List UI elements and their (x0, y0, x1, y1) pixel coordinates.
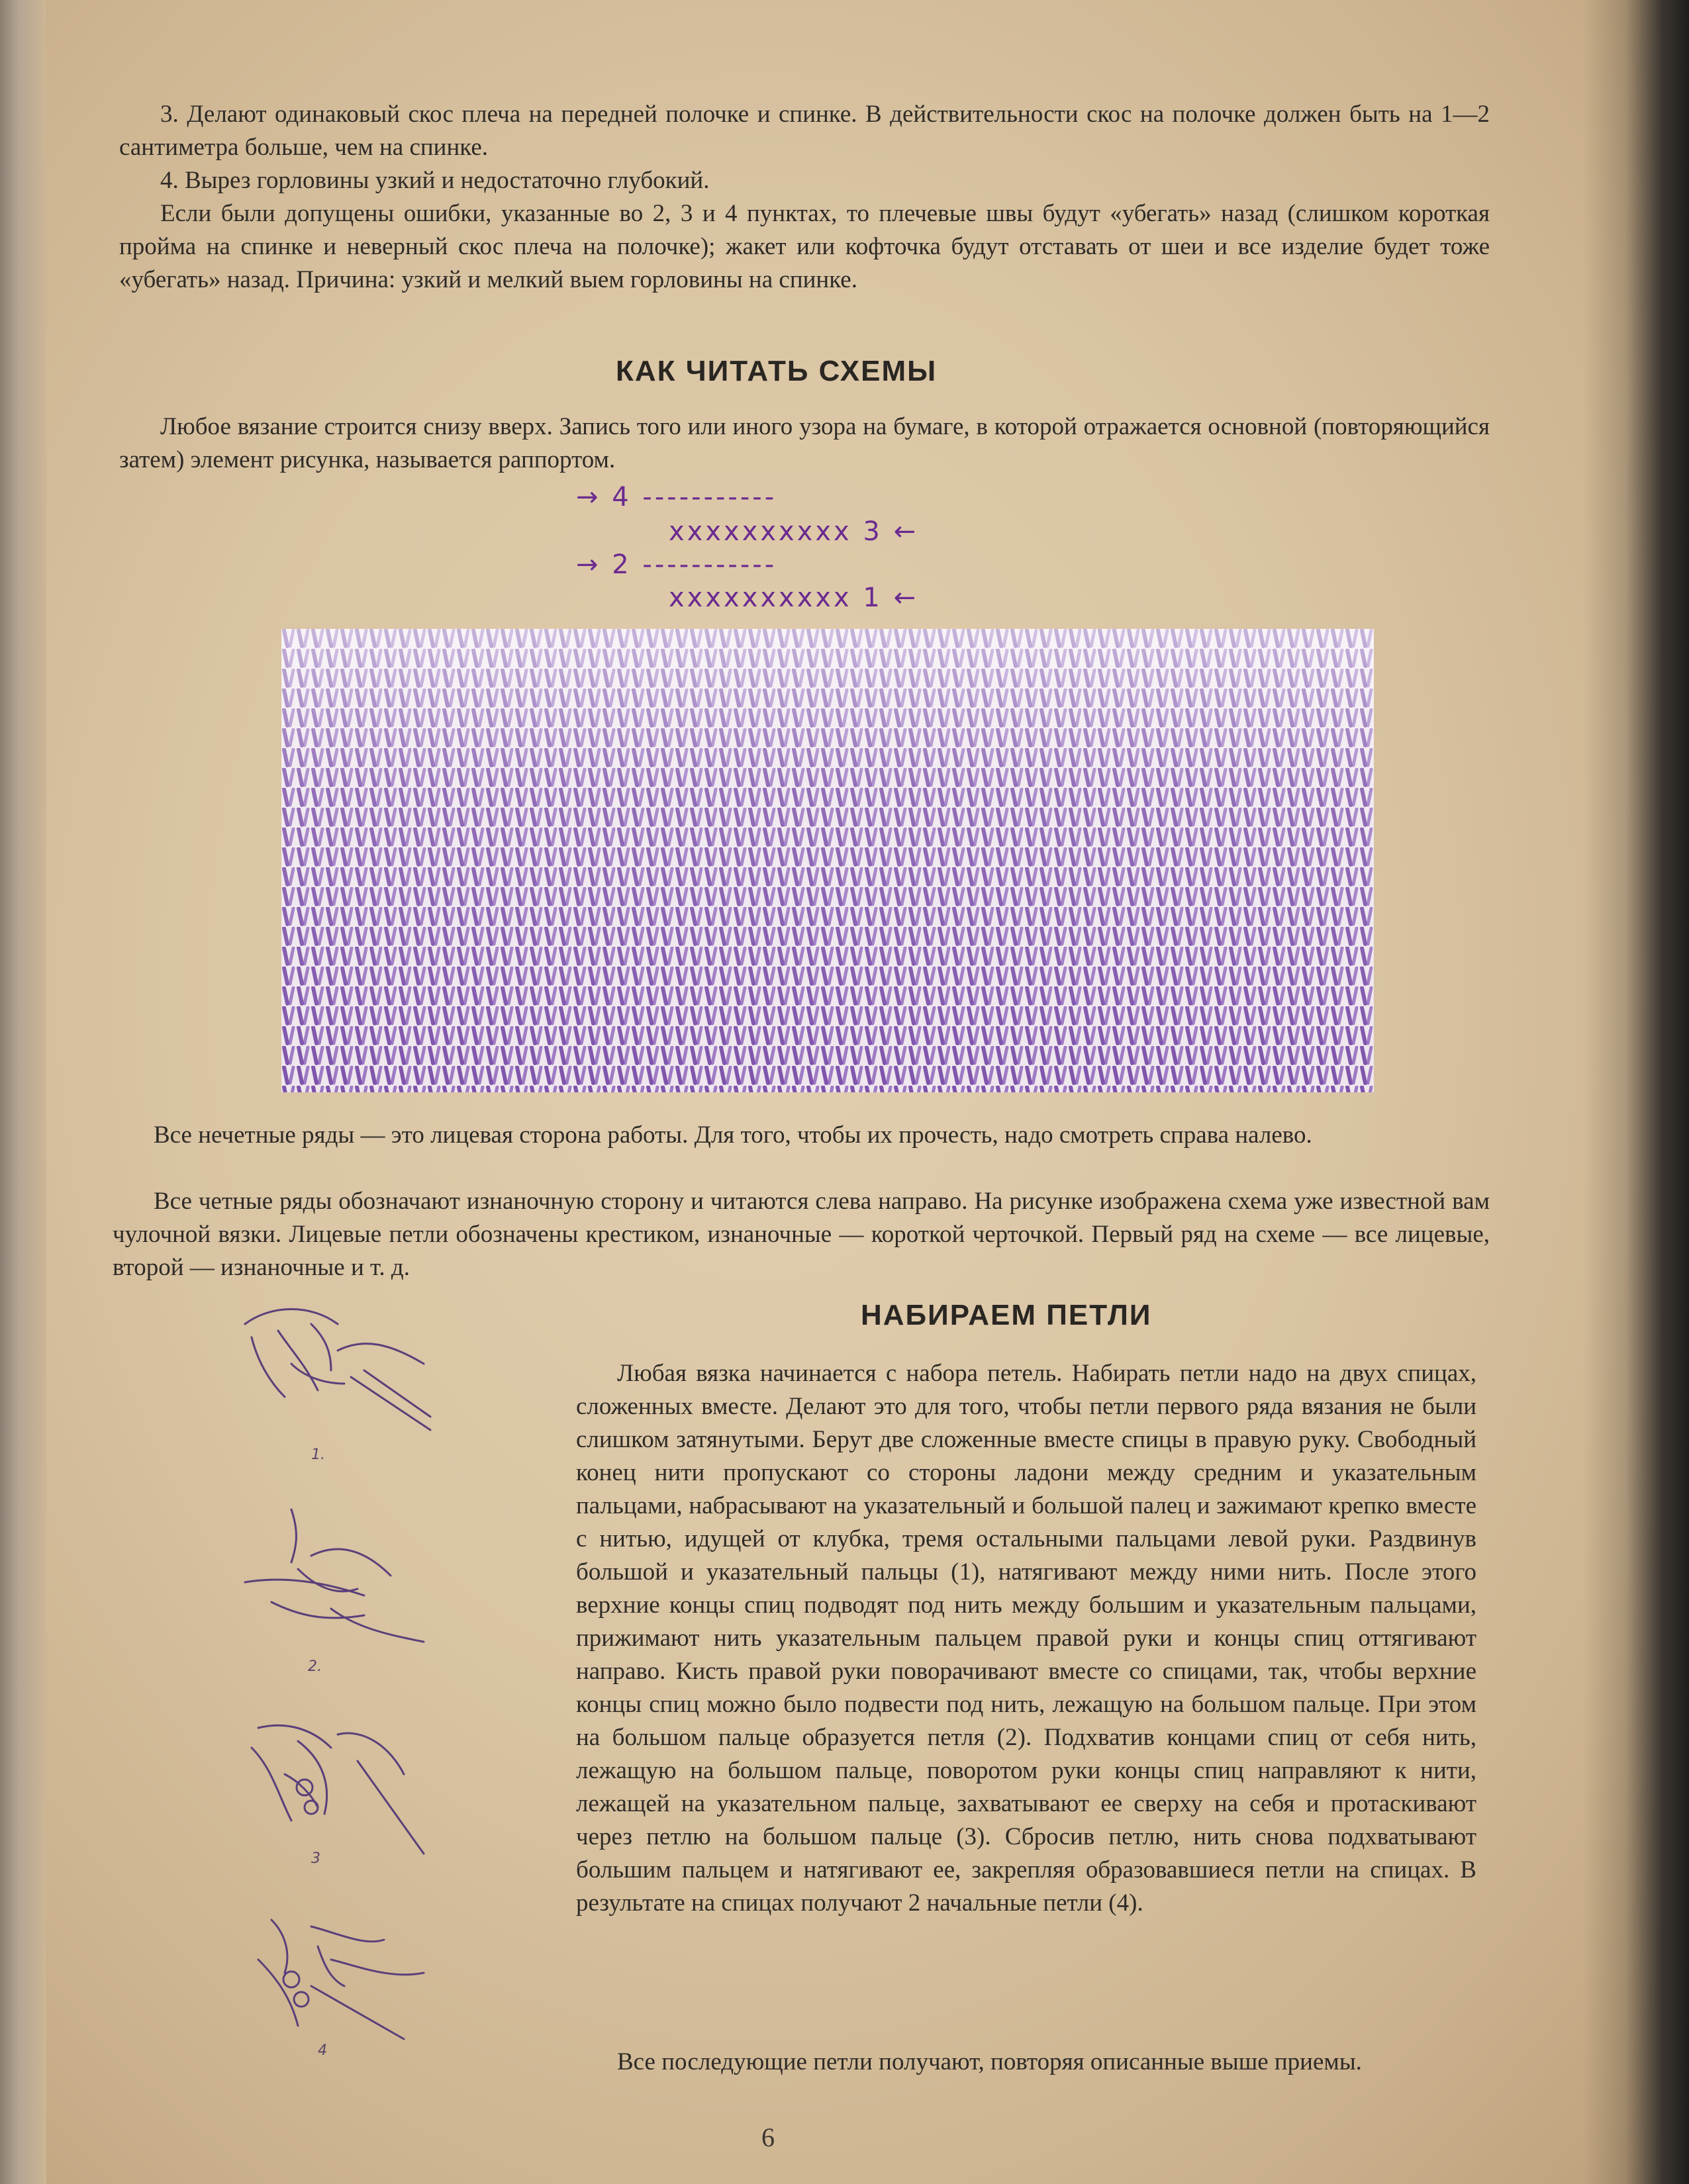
figure-4-hand-illustration (232, 1907, 444, 2059)
paragraph-casting-on-steps: Любая вязка начинается с набора петель. Набирать петли надо на двух спицах, сложенных вместе. Делают это для того, чтобы петли первого ряда вязания не были слишком затянутыми. Берут две сложенные вместе спицы в правую руку. Свободный конец нити пропускают со стороны ладони между средним и указательным пальцами, набрасывают на указательный и большой палец и зажимают крепко вместе с нитью, идущей от клубка, тремя остальными пальцами левой руки. Раздвинув большой и указательный пальцы (1), натягивают между ними нить. После этого верхние концы спиц подводят под нить между большим и указательным пальцами, прижимают нить указательным пальцем правой руки и концы спиц оттягивают направо. Кисть правой руки поворачивают вместе со спицами, так, чтобы верхние концы спиц можно было подвести под нить, лежащую на большом пальце. При этом на большом пальце образуется петля (2). Подхватив концами спиц от себя нить, лежащую на большом пальце, поворотом руки концы спиц направляют к нити, лежащей на указательном пальце, захватывают ее сверху на себя и протаскивают через петлю на большом пальце (3). Сбросив петлю, нить снова подхватывают большим пальцем и натягивают ее, закрепляя образовавшиеся петли на спицах. В результате на спицах получают 2 начальные петли (4). (576, 1360, 1476, 1917)
paragraph-odd-rows: Все нечетные ряды — это лицевая сторона работы. Для того, чтобы их прочесть, надо смотреть справа налево. (154, 1121, 1312, 1149)
paragraph-errors: Если были допущены ошибки, указанные во 2, 3 и 4 пунктах, то плечевые швы будут «убегать» назад (слишком короткая пройма на спинке и неверный скос плеча на полочке); жакет или кофточка будут отставать от шеи и все изделие будет тоже «убегать» назад. Причина: узкий и мелкий выем горловины на спинке. (119, 200, 1490, 293)
figure-3-label: 3 (311, 1850, 320, 1867)
figure-1-hand-illustration (232, 1298, 444, 1450)
figure-2-hand-illustration (232, 1503, 444, 1655)
scheme-row-4: → 4 ----------- (576, 482, 777, 512)
page-left-edge (0, 0, 46, 2184)
figure-3-hand-illustration (232, 1708, 444, 1860)
figure-2-label: 2. (308, 1658, 322, 1675)
page-number: 6 (761, 2122, 775, 2152)
paragraph-point-3: 3. Делают одинаковый скос плеча на передней полочке и спинке. В действительности скос на полочке должен быть на 1—2 сантиметра больше, чем на спинке. (119, 101, 1490, 161)
figure-1-label: 1. (311, 1447, 325, 1463)
page-binding-shadow (1583, 0, 1689, 2184)
paragraph-rapport: Любое вязание строится снизу вверх. Запись того или иного узора на бумаге, в которой отражается основной (повторяющийся затем) элемент рисунка, называется раппортом. (119, 413, 1490, 473)
scheme-row-1: xxxxxxxxxx 1 ← (669, 583, 919, 613)
paragraph-even-rows: Все четные ряды обозначают изнаночную сторону и читаются слева направо. На рисунке изображена схема уже известной вам чулочной вязки. Лицевые петли обозначены крестиком, изнаночные — короткой черточкой. Первый ряд на схеме — все лицевые, второй — изнаночные и т. д. (113, 1188, 1490, 1281)
stockinette-knit-sample-image (281, 629, 1374, 1092)
scheme-row-2: → 2 ----------- (576, 549, 777, 580)
section-title-casting-on: НАБИРАЕМ ПЕТЛИ (861, 1299, 1152, 1331)
scheme-row-3: xxxxxxxxxx 3 ← (669, 516, 919, 547)
paragraph-repeat-steps: Все последующие петли получают, повторяя описанные выше приемы. (617, 2048, 1362, 2075)
section-title-how-to-read-schemes: КАК ЧИТАТЬ СХЕМЫ (616, 355, 938, 387)
figure-4-label: 4 (318, 2042, 327, 2059)
paragraph-point-4: 4. Вырез горловины узкий и недостаточно глубокий. (160, 167, 710, 194)
